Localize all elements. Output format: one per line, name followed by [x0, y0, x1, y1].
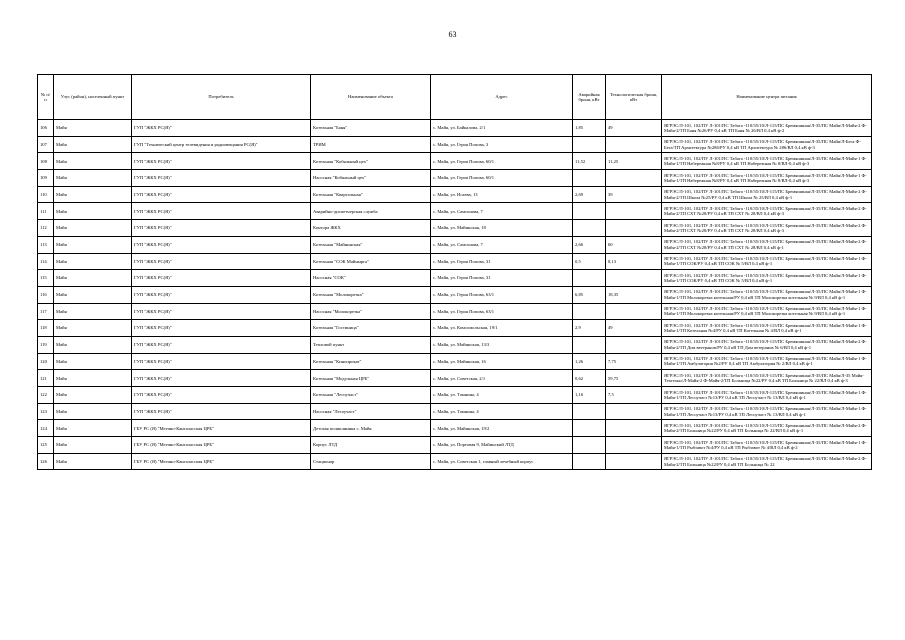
cell-address: с. Майя, ул. Майинская, 13/3 [431, 336, 573, 353]
cell-consumer: ГУП "ЖКХ РС(Я)" [132, 236, 311, 253]
table-row [38, 453, 872, 470]
page-number: 63 [448, 30, 457, 39]
cell-consumer: ГУП "ЖКХ РС(Я)" [132, 153, 311, 170]
cell-center: ЯГРЭС/Л-101, 102/ПУ Л-101/ПС Табага -110/35/10/Л-115/ПС Бремяшиная/Л-35/ПС Майя/Л-Майя-2 Ф-Майя-2/ТП Баня №26/РУ 0,4 кВ ТП Баня № 26/ВЛ 0,4 кВ ф-2 [662, 120, 872, 137]
cell-address: с. Майя, ул. Героя Попова, 3 [431, 136, 573, 153]
cell-no: 109 [38, 170, 54, 187]
cell-locality: Майя [54, 270, 132, 287]
cell-emergency: 2,9 [573, 320, 606, 337]
table-row [38, 437, 872, 454]
cell-consumer: ГУП "ЖКХ РС(Я)" [132, 353, 311, 370]
cell-object: Котельная "Кинопрокат" [311, 353, 431, 370]
cell-technological [606, 453, 662, 470]
cell-locality: Майя [54, 303, 132, 320]
cell-technological [606, 203, 662, 220]
cell-center: ЯГРЭС/Л-101, 102/ПУ Л-101/ПС Табага -110/35/10/Л-115/ПС Бремяшиная/Л-35/ПС Майя/Л-Майя-2 Ф-Майя-2/ТП Больница №22/РУ 0,4 кВ ТП Больница № 22 [662, 453, 872, 470]
cell-emergency: 2,66 [573, 236, 606, 253]
cell-address: с. Майя, ул. Самсонова, 7 [431, 203, 573, 220]
cell-consumer: ГУП "ЖКХ РС(Я)" [132, 203, 311, 220]
cell-emergency [573, 336, 606, 353]
table-row [38, 320, 872, 337]
cell-object: Аварийно-диспетчерская служба [311, 203, 431, 220]
cell-center: ЯГРЭС/Л-101, 102/ПУ Л-101/ПС Табага -110/35/10/Л-115/ПС Бремяшиная/Л-35/ПС Майя/Л-Майя-2 Ф-Майя-2/ТП Больница №22/РУ 0,4 кВ ТП Больница № 22/ВЛ 0,4 кВ ф-1 [662, 420, 872, 437]
cell-emergency [573, 420, 606, 437]
table-row [38, 336, 872, 353]
cell-emergency [573, 403, 606, 420]
cell-locality: Майя [54, 120, 132, 137]
cell-no: 119 [38, 336, 54, 353]
header-center: Наименование центра питания [662, 75, 872, 120]
cell-locality: Майя [54, 186, 132, 203]
cell-consumer: ГУП "ЖКХ РС(Я)" [132, 120, 311, 137]
cell-address: с. Майя, ул. Советская 1, главный лечебный корпус [431, 453, 573, 470]
cell-locality: Майя [54, 203, 132, 220]
cell-consumer: ГБУ РС (Я) "Мегино-Кангаласская ЦРБ" [132, 437, 311, 454]
table-body [38, 120, 872, 470]
cell-technological: 59,75 [606, 370, 662, 387]
cell-center: ЯГРЭС/Л-101, 102/ПУ Л-101/ПС Табага -110/35/10/Л-115/ПС Бремяшиная/Л-35/ПС Майя/Л-Майя-1 Ф- Майя-1/ТП Рыбзавот №4/РУ 0,4 кВ ТП Рыбзавот № 4/ВЛ 0,4 кВ ф-2 [662, 437, 872, 454]
cell-technological: 7,75 [606, 353, 662, 370]
cell-address: с. Майя, ул. Майинская, 18 [431, 220, 573, 237]
cell-center: ЯГРЭС/Л-101, 102/ПУ Л-101/ПС Табага -110/35/10/Л-115/ПС Бремяшиная/Л-35/ПС Майя/Л-Майя-1 Ф- Майя-1/ТП Лесоучаст №13/РУ 0,4 кВ ТП Лесоучаст № 13/ВЛ 0,4 кВ ф-1 [662, 387, 872, 404]
cell-no: 126 [38, 453, 54, 470]
cell-no: 125 [38, 437, 54, 454]
header-consumer: Потребитель [132, 75, 311, 120]
cell-center: ЯГРЭС/Л-101, 102/ПУ Л-101/ПС Табага -110/35/10/Л-115/ПС Бремяшиная/Л-35/ПС Майя/Л-Майя-1 Ф- Майя-1/ТП Амбулатория №2/РУ 0,4 кВ ТП Амбулатория № 2/ВЛ 0,4 кВ ф-1 [662, 353, 872, 370]
cell-object: Котельная "Лесоучаст" [311, 387, 431, 404]
cell-no: 110 [38, 186, 54, 203]
cell-consumer: ГУП "ЖКХ РС(Я)" [132, 387, 311, 404]
cell-emergency: 6,85 [573, 286, 606, 303]
cell-technological [606, 437, 662, 454]
table-row [38, 136, 872, 153]
cell-object: Котельная "Баня" [311, 120, 431, 137]
cell-consumer: ГБУ РС (Я) "Мегино-Кангаласская ЦРБ" [132, 420, 311, 437]
table-row [38, 420, 872, 437]
cell-consumer: ГУП "ЖКХ РС(Я)" [132, 220, 311, 237]
cell-address: с. Майя, ул. Тамнина, 4 [431, 387, 573, 404]
cell-address: с. Майя, ул. Героя Попова, 60/1 [431, 170, 573, 187]
header-emergency: Аварийная броня, кВт [573, 75, 606, 120]
cell-no: 122 [38, 387, 54, 404]
cell-no: 113 [38, 236, 54, 253]
cell-emergency [573, 136, 606, 153]
cell-no: 111 [38, 203, 54, 220]
cell-emergency: 1,85 [573, 120, 606, 137]
table-header [38, 75, 872, 120]
cell-address: с. Майя, ул. Героя Попова, 63/1 [431, 303, 573, 320]
cell-no: 112 [38, 220, 54, 237]
cell-technological [606, 403, 662, 420]
cell-object: Котельная "Гостиница" [311, 320, 431, 337]
cell-emergency: 0,62 [573, 370, 606, 387]
cell-center: ЯГРЭС/Л-101, 102/ПУ Л-101/ПС Табага -110/35/10/Л-115/ПС Бремяшиная/Л-35/ПС Майя/Л-Майя-1 Ф- Майя-1/ТП Молокорезка котельная/РУ 0,4 кВ ТП Молокорезка котельная № 9/ВЛ 0,4 кВ ф-1 [662, 303, 872, 320]
cell-emergency: 11,52 [573, 153, 606, 170]
cell-object: Котельная "Майнинская" [311, 236, 431, 253]
cell-center: ЯГРЭС/Л-101, 102/ПУ Л-101/ПС Табага -110/35/10/Л-115/ПС Бремяшиная/Л-35/ПС Майя/Л-Майя-2 Ф-Майя-2/ТП Дом ветеранов/РУ 0,4 кВ ТП Дом ветеранов № 6/ВЛ 0,4 кВ ф-1 [662, 336, 872, 353]
cell-no: 120 [38, 353, 54, 370]
cell-address: с. Майя, ул. Героя Попова, 63/1 [431, 286, 573, 303]
cell-locality: Майя [54, 236, 132, 253]
cell-address: с. Майя, ул. Майинская, 19/2 [431, 420, 573, 437]
cell-locality: Майя [54, 153, 132, 170]
cell-emergency: 1,16 [573, 387, 606, 404]
table-row [38, 203, 872, 220]
cell-object: Насосная "Молокорезка" [311, 303, 431, 320]
cell-no: 121 [38, 370, 54, 387]
cell-technological: 49 [606, 120, 662, 137]
cell-emergency [573, 303, 606, 320]
table-row [38, 186, 872, 203]
cell-technological: 18,35 [606, 286, 662, 303]
cell-address: с. Майя, ул. Героя Попова, 31 [431, 253, 573, 270]
cell-address: с. Майя, ул. Самсонова, 7 [431, 236, 573, 253]
cell-center: ЯГРЭС/Л-101, 102/ПУ Л-101/ПС Табага -110/35/10/Л-115/ПС Бремяшиная/Л-35/ПС Майя/Л-Майя-1 Ф- Майя-1/ТП Лесоучаст №13/РУ 0,4 кВ ТП Лесоучаст № 13/ВЛ 0,4 кВ ф-1 [662, 403, 872, 420]
cell-locality: Майя [54, 320, 132, 337]
cell-address: с. Майя, ул. Комсомольская, 19/1 [431, 320, 573, 337]
cell-technological: 49 [606, 320, 662, 337]
cell-emergency: 0,5 [573, 253, 606, 270]
cell-address: с. Майя, ул. Советская, 2/1 [431, 370, 573, 387]
cell-locality: Майя [54, 437, 132, 454]
cell-object: Корпус ЛТД [311, 437, 431, 454]
power-consumers-table [37, 74, 872, 470]
table-row [38, 236, 872, 253]
cell-center: ЯГРЭС/Л-101, 102/ПУ Л-101/ПС Табага -110/35/10/Л-115/ПС Бремяшиная/Л-35/ПС Майя/Л-Майя-1 Ф- Майя-1/ТП Набережная №8/РУ 0,4 кВ ТП Набережная № 8/ВЛ-0,4 кВ ф-3 [662, 170, 872, 187]
cell-consumer: ГУП "Технический центр телевидения и радиовещания РС(Я)" [132, 136, 311, 153]
cell-center: ЯГРЭС/Л-101, 102/ПУ Л-101/ПС Табага -110/35/10/Л-115/ПС Бремяшиная/Л-35/ПС Майя/Л-35 Майя-Техтехно/Л-Майя-2 Ф-Майя-2/ТП Больница №22/РУ 0,4 кВ ТП Больница № 22/ВЛ 0,4 кВ ф-3 [662, 370, 872, 387]
cell-object: Тепловой пункт [311, 336, 431, 353]
cell-no: 106 [38, 120, 54, 137]
cell-no: 124 [38, 420, 54, 437]
cell-locality: Майя [54, 170, 132, 187]
table-row [38, 370, 872, 387]
cell-object: Котельная "Модульная ЦРБ" [311, 370, 431, 387]
cell-technological [606, 136, 662, 153]
cell-locality: Майя [54, 420, 132, 437]
cell-address: с. Майя, ул. Героя Попова, 60/1 [431, 153, 573, 170]
cell-object: ТРИМ [311, 136, 431, 153]
table-row [38, 286, 872, 303]
cell-technological [606, 170, 662, 187]
table-row [38, 253, 872, 270]
cell-no: 117 [38, 303, 54, 320]
cell-emergency [573, 453, 606, 470]
cell-technological: 8,13 [606, 253, 662, 270]
cell-object: Котельная "Квартальная" [311, 186, 431, 203]
cell-emergency: 2,69 [573, 186, 606, 203]
cell-center: ЯГРЭС/Л-101, 102/ПУ Л-101/ПС Табага -110/35/10/Л-115/ПС Бремяшиная/Л-35/ПС Майя/Л-Бега Ф-Бега/ТП Архитектура №286/РУ 0,4 кВ ТП Архитектура № 286/ВЛ 0,4 кВ ф-3 [662, 136, 872, 153]
cell-object: Котельная "Кобяльный цех" [311, 153, 431, 170]
cell-locality: Майя [54, 286, 132, 303]
table-row [38, 220, 872, 237]
header-technological: Технологическая броня, кВт [606, 75, 662, 120]
cell-emergency [573, 270, 606, 287]
cell-technological [606, 336, 662, 353]
cell-object: Контора ЖКХ [311, 220, 431, 237]
cell-technological [606, 220, 662, 237]
header-object: Наименование объекта [311, 75, 431, 120]
cell-object: Насосная "Лесоучаст" [311, 403, 431, 420]
cell-object: Насосная "СОК" [311, 270, 431, 287]
cell-address: с. Майя, ул. Исаева, 13 [431, 186, 573, 203]
cell-technological [606, 303, 662, 320]
cell-center: ЯГРЭС/Л-101, 102/ПУ Л-101/ПС Табага -110/35/10/Л-115/ПС Бремяшиная/Л-35/ПС Майя/Л-Майя-2 Ф-Майя-2/ТП СХТ №28/РУ 0,4 кВ ТП СХТ № 28/ВЛ 0,4 кВ ф-1 [662, 236, 872, 253]
cell-locality: Майя [54, 387, 132, 404]
cell-locality: Майя [54, 136, 132, 153]
cell-consumer: ГУП "ЖКХ РС(Я)" [132, 270, 311, 287]
table-row [38, 403, 872, 420]
cell-no: 123 [38, 403, 54, 420]
cell-object: Котельная "СОК Майнырга" [311, 253, 431, 270]
cell-technological: 39 [606, 186, 662, 203]
cell-emergency [573, 220, 606, 237]
cell-object: Насосная "Кобяльный цех" [311, 170, 431, 187]
cell-center: ЯГРЭС/Л-101, 102/ПУ Л-101/ПС Табага -110/35/10/Л-115/ПС Бремяшиная/Л-35/ПС Майя/Л-Майя-1 Ф- Майя-1/ТП СОК/РУ 0,4 кВ ТП СОК № 5/ВЛ 0,4 кВ ф-1 [662, 253, 872, 270]
cell-no: 116 [38, 286, 54, 303]
cell-consumer: ГУП "ЖКХ РС(Я)" [132, 286, 311, 303]
cell-address: с. Майя, ул. Майинская, 16 [431, 353, 573, 370]
cell-consumer: ГУП "ЖКХ РС(Я)" [132, 253, 311, 270]
cell-center: ЯГРЭС/Л-101, 102/ПУ Л-101/ПС Табага -110/35/10/Л-115/ПС Бремяшиная/Л-35/ПС Майя/Л-Майя-1 Ф- Майя-1/ТП Набережная №8/РУ 0,4 кВ ТП Набережная № 8/ВЛ-0,4 кВ ф-3 [662, 153, 872, 170]
cell-no: 114 [38, 253, 54, 270]
cell-technological: 11,25 [606, 153, 662, 170]
cell-locality: Майя [54, 253, 132, 270]
cell-no: 115 [38, 270, 54, 287]
cell-technological: 7,5 [606, 387, 662, 404]
cell-no: 107 [38, 136, 54, 153]
table-row [38, 303, 872, 320]
table-row [38, 153, 872, 170]
cell-consumer: ГУП "ЖКХ РС(Я)" [132, 370, 311, 387]
cell-consumer: ГУП "ЖКХ РС(Я)" [132, 170, 311, 187]
table-row [38, 270, 872, 287]
table-row [38, 120, 872, 137]
cell-locality: Майя [54, 336, 132, 353]
cell-locality: Майя [54, 370, 132, 387]
cell-center: ЯГРЭС/Л-101, 102/ПУ Л-101/ПС Табага -110/35/10/Л-115/ПС Бремяшиная/Л-35/ПС Майя/Л-Майя-2 Ф-Майя-2/ТП СХТ №28/РУ 0,4 кВ ТП СХТ № 28/ВЛ 0,4 кВ ф-3 [662, 220, 872, 237]
cell-emergency: 1,26 [573, 353, 606, 370]
cell-consumer: ГБУ РС (Я) "Мегино-Кангаласская ЦРБ" [132, 453, 311, 470]
cell-consumer: ГУП "ЖКХ РС(Я)" [132, 320, 311, 337]
cell-address: с. Майя, ул. Байкалова, 2/1 [431, 120, 573, 137]
cell-technological: 60 [606, 236, 662, 253]
header-no: № п/п [38, 75, 54, 120]
cell-object: Детская поликлиника с. Майя [311, 420, 431, 437]
cell-technological [606, 270, 662, 287]
cell-locality: Майя [54, 403, 132, 420]
header-locality: Улус (район), населенный пункт [54, 75, 132, 120]
cell-center: ЯГРЭС/Л-101, 102/ПУ Л-101/ПС Табага -110/35/10/Л-115/ПС Бремяшиная/Л-35/ПС Майя/Л-Майя-2 Ф-Майя-2/ТП Школа №25/РУ 0,4 кВ ТП Школа № 25/ВЛ 0,4 кВ ф-1 [662, 186, 872, 203]
header-address: Адрес [431, 75, 573, 120]
cell-address: с. Майя, ул. Портовая 9, Майинский ЛТД [431, 437, 573, 454]
cell-consumer: ГУП "ЖКХ РС(Я)" [132, 336, 311, 353]
cell-emergency [573, 170, 606, 187]
table-row [38, 387, 872, 404]
cell-locality: Майя [54, 353, 132, 370]
cell-center: ЯГРЭС/Л-101, 102/ПУ Л-101/ПС Табага -110/35/10/Л-115/ПС Бремяшиная/Л-35/ПС Майя/Л-Майя-1 Ф- Майя-1/ТП Молокорезка котельная/РУ 0,4 кВ ТП Молокорезка котельная № 9/ВЛ 0,4 кВ ф-1 [662, 286, 872, 303]
cell-consumer: ГУП "ЖКХ РС(Я)" [132, 303, 311, 320]
cell-object: Стационар [311, 453, 431, 470]
cell-locality: Майя [54, 220, 132, 237]
table-row [38, 353, 872, 370]
cell-locality: Майя [54, 453, 132, 470]
cell-no: 118 [38, 320, 54, 337]
cell-center: ЯГРЭС/Л-101, 102/ПУ Л-101/ПС Табага -110/35/10/Л-115/ПС Бремяшиная/Л-35/ПС Майя/Л-Майя-1 Ф- Майя-1/ТП Котельная №4/РУ 0,4 кВ ТП Котельная № 4/ВЛ 0,4 кВ ф-1 [662, 320, 872, 337]
cell-address: с. Майя, ул. Героя Попова, 31 [431, 270, 573, 287]
cell-consumer: ГУП "ЖКХ РС(Я)" [132, 403, 311, 420]
cell-center: ЯГРЭС/Л-101, 102/ПУ Л-101/ПС Табага -110/35/10/Л-115/ПС Бремяшиная/Л-35/ПС Майя/Л-Майя-2 Ф-Майя-2/ТП СХТ №28/РУ 0,4 кВ ТП СХТ № 28/ВЛ 0,4 кВ ф-3 [662, 203, 872, 220]
cell-emergency [573, 437, 606, 454]
cell-consumer: ГУП "ЖКХ РС(Я)" [132, 186, 311, 203]
table-row [38, 170, 872, 187]
cell-technological [606, 420, 662, 437]
cell-object: Котельная "Молокорезка" [311, 286, 431, 303]
cell-emergency [573, 203, 606, 220]
cell-no: 108 [38, 153, 54, 170]
cell-center: ЯГРЭС/Л-101, 102/ПУ Л-101/ПС Табага -110/35/10/Л-115/ПС Бремяшиная/Л-35/ПС Майя/Л-Майя-1 Ф- Майя-1/ТП СОК/РУ 0,4 кВ ТП СОК № 5/ВЛ 0,4 кВ ф-1 [662, 270, 872, 287]
cell-address: с. Майя, ул. Тамнина, 4 [431, 403, 573, 420]
